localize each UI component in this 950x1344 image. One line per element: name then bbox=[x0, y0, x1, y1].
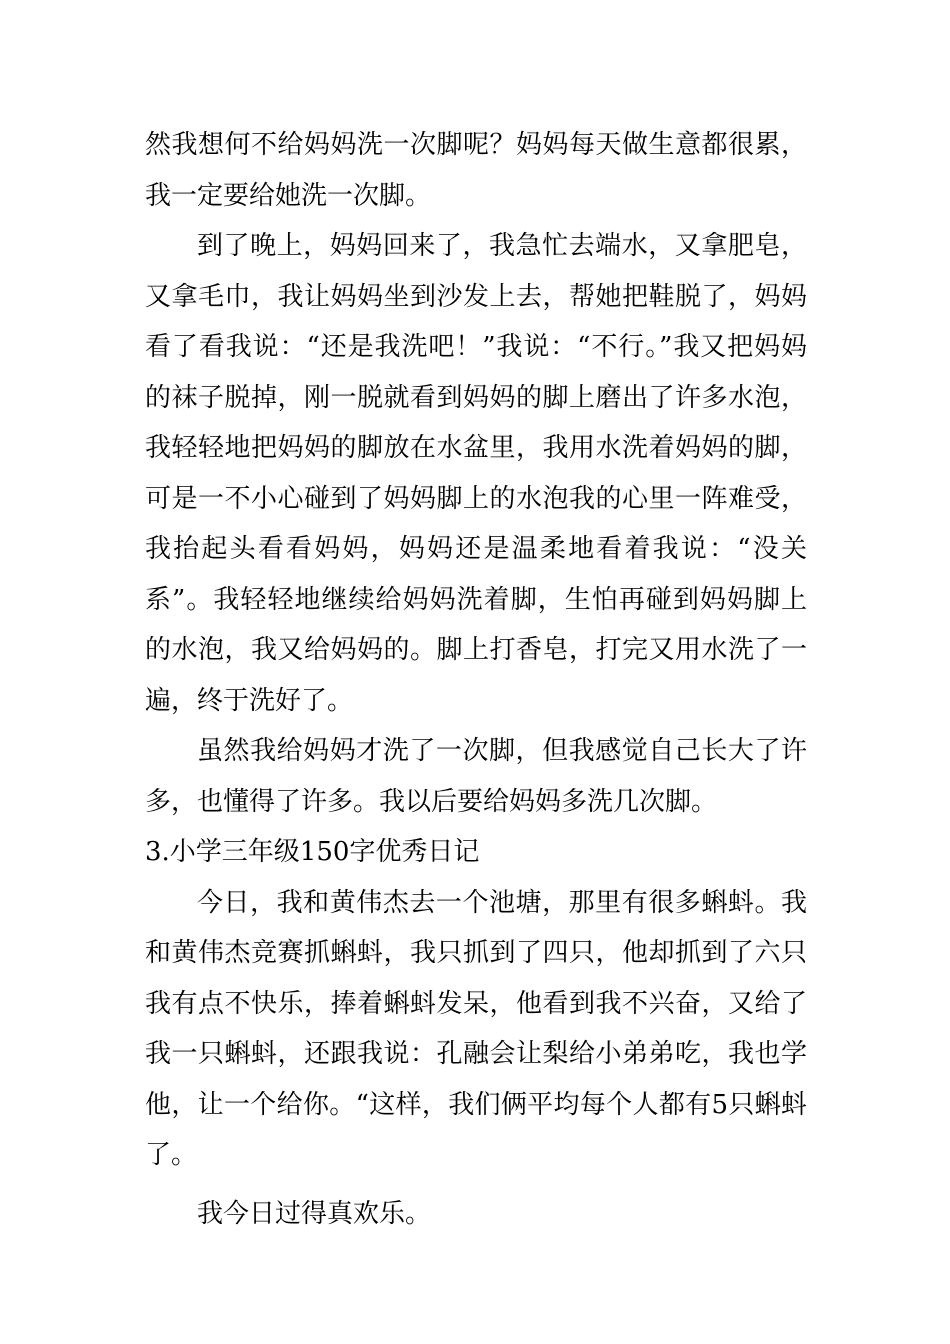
paragraph-reflection: 虽然我给妈妈才洗了一次脚，但我感觉自己长大了许多，也懂得了许多。我以后要给妈妈多洗几次脚。 bbox=[145, 736, 807, 817]
document-page bbox=[145, 120, 807, 1239]
paragraph-closing: 我今日过得真欢乐。 bbox=[197, 1198, 432, 1229]
paragraph-evening: 到了晚上，妈妈回来了，我急忙去端水，又拿肥皂，又拿毛巾，我让妈妈坐到沙发上去，帮她把鞋脱了，妈妈看了看我说：“还是我洗吧！”我说：“不行。”我又把妈妈的袜子脱掉，刚一脱就看到妈妈的脚上磨出了许多水泡，我轻轻地把妈妈的脚放在水盆里，我用水洗着妈妈的脚，可是一不小心碰到了妈妈脚上的水泡我的心里一阵难受，我抬起头看看妈妈，妈妈还是温柔地看着我说：“没关系”。我轻轻地继续给妈妈洗着脚，生怕再碰到妈妈脚上的水泡，我又给妈妈的。脚上打香皂，打完又用水洗了一遍，终于洗好了。 bbox=[145, 231, 807, 716]
section-heading: 3.小学三年级150字优秀日记 bbox=[145, 837, 480, 867]
paragraph-tadpoles: 今日，我和黄伟杰去一个池塘，那里有很多蝌蚪。我和黄伟杰竞赛抓蝌蚪，我只抓到了四只，他却抓到了六只我有点不快乐，捧着蝌蚪发呆，他看到我不兴奋，又给了我一只蝌蚪，还跟我说：孔融会让梨给小弟弟吃，我也学他，让一个给你。“这样，我们俩平均每个人都有5只蝌蚪了。 bbox=[145, 887, 807, 1170]
paragraph-continuation: 然我想何不给妈妈洗一次脚呢？妈妈每天做生意都很累，我一定要给她洗一次脚。 bbox=[145, 130, 807, 211]
